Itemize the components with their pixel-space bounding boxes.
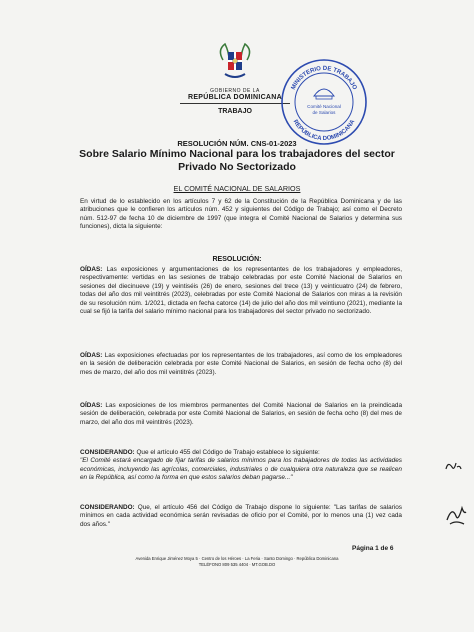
svg-text:REPÚBLICA DOMINICANA: REPÚBLICA DOMINICANA [291, 119, 357, 143]
intro-paragraph: En virtud de lo establecido en los artículos 7 y 62 de la Constitución de la República Dominicana y de las atribuciones que le confieren los artículos núm. 452 y siguientes del Código de Trabajo; así como el Decreto núm. 512-97 de fecha 10 de diciembre de 1997 (que integra el Comité Nacional de Salarios y determina sus funciones), dicta la siguiente: [80, 198, 402, 231]
paragraph-lead: OÍDAS: [80, 266, 103, 273]
letterhead [180, 40, 290, 115]
page-number: Página 1 de 6 [352, 545, 394, 552]
resolucion-heading: RESOLUCIÓN: [212, 256, 262, 263]
paragraph-lead: CONSIDERANDO: [80, 449, 135, 456]
letterhead-ministry: TRABAJO [218, 108, 252, 115]
svg-text:de Salarios: de Salarios [312, 110, 336, 115]
letterhead-line-2: REPÚBLICA DOMINICANA [180, 94, 290, 104]
paragraph-considerando-1 [80, 449, 402, 483]
paragraph-text: Que el artículo 455 del Código de Trabajo establece lo siguiente: [134, 449, 320, 456]
paragraph-text: Las exposiciones efectuadas por los representantes de los trabajadores, así como de los empleadores en la sesión de deliberación celebrada por este Comité Nacional de Salarios, en sesión de fecha ocho (8) del mes de marzo, del año dos mil veintitrés (2023). [80, 352, 402, 376]
resolution-number: RESOLUCIÓN NÚM. CNS-01-2023 [177, 139, 297, 148]
paragraph-oidas-3 [80, 402, 402, 427]
paragraph-considerando-2 [80, 504, 402, 529]
paragraph-lead: OÍDAS: [80, 402, 103, 409]
document-title: Sobre Salario Mínimo Nacional para los trabajadores del sector Privado No Sectorizado [79, 148, 395, 173]
quoted-article: "El Comité estará encargado de fijar tarifas de salarios mínimos para los trabajadores de todas las actividades económicas, incluyendo las agrícolas, comerciales, industriales o de cualquiera otra naturaleza que se realicen en la República, así como la forma en que estos salarios deban pagarse..." [80, 457, 402, 482]
committee-seal-stamp [278, 56, 370, 148]
paragraph-text: Las exposiciones y argumentaciones de los representantes de los trabajadores y empleadores, respectivamente: vertidas en las sesiones de trabajo celebradas por este Comité Nacional de Salarios en sesiones del diecinueve (19) y veintiséis (26) de enero, sesiones del trece (13) y veinticuatro (24) de febrero, todas del año dos mil veintitrés (2023), celebradas por este Comité Nacional de Salarios con miras a la revisión de su resolución núm. 1/2021, dictada en fecha catorce (14) de julio del año dos mil veintiuno (2021), mediante la cual se fijó la tarifa del salario mínimo nacional para los trabajadores del sector privado no sectorizado. [80, 266, 402, 316]
paragraph-lead: CONSIDERANDO: [80, 504, 135, 511]
handwritten-signature-icon [444, 502, 468, 528]
coat-of-arms-icon [215, 40, 255, 86]
paragraph-text: Que, el artículo 456 del Código de Trabajo dispone lo siguiente: "Las tarifas de salarios mínimos en cada actividad económica serán revisadas de oficio por el Comité, por lo menos una (1) vez cada dos años." [80, 504, 402, 528]
page-footer [0, 556, 474, 568]
handwritten-initials-icon [442, 455, 464, 477]
paragraph-text: Las exposiciones de los miembros permanentes del Comité Nacional de Salarios en la preindicada sesión de deliberación, celebrada por este Comité Nacional de Salarios, en sesión de fecha ocho (8) del mes de marzo, del año dos mil veintitrés (2023). [80, 402, 402, 426]
footer-address: Avenida Enrique Jiménez Moya 5 · Centro de los Héroes · La Feria · Santo Domingo · República Dominicana [135, 556, 339, 561]
paragraph-oidas-2 [80, 352, 402, 377]
paragraph-oidas-1 [80, 266, 402, 316]
committee-heading: EL COMITÉ NACIONAL DE SALARIOS [173, 184, 301, 193]
letterhead-line-1: GOBIERNO DE LA [210, 88, 260, 94]
footer-contact: TELÉFONO 809 535 4404 · MT.GOB.DO [198, 562, 276, 567]
svg-text:MINISTERIO DE TRABAJO: MINISTERIO DE TRABAJO [290, 65, 358, 91]
paragraph-lead: OÍDAS: [80, 352, 103, 359]
svg-text:Comité Nacional: Comité Nacional [307, 104, 341, 109]
